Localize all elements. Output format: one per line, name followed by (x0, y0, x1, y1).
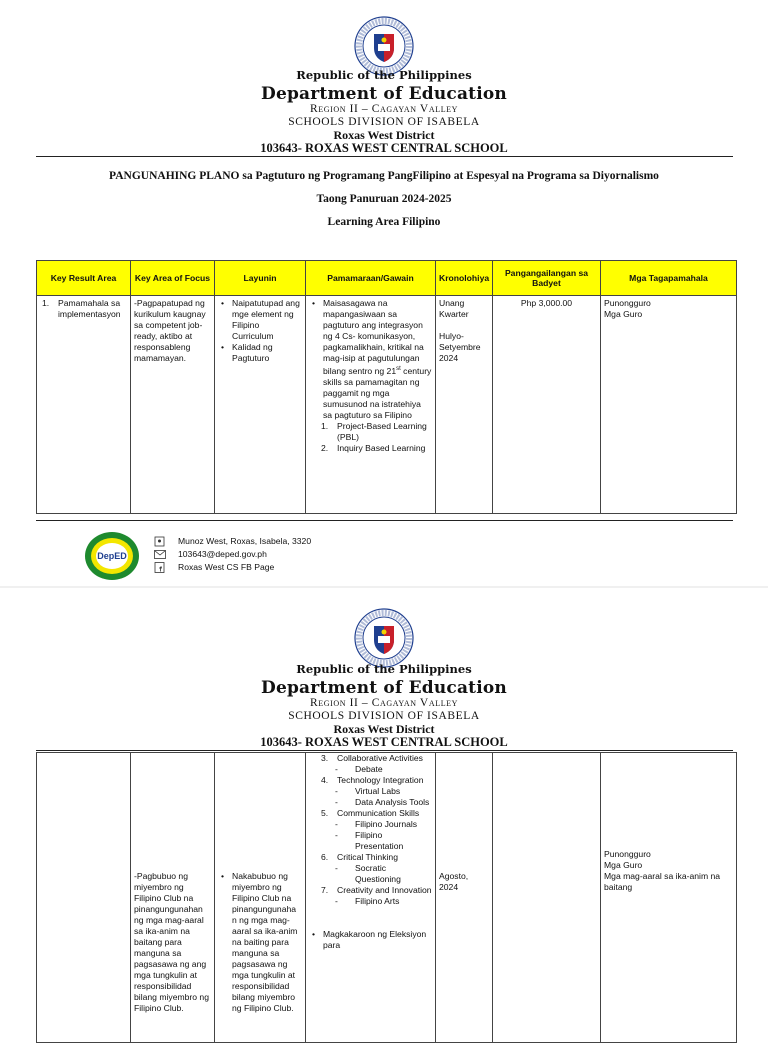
footer-contact (154, 535, 311, 574)
cell-kaf: -Pagpapatupad ng kurikulum kaugnay sa competent job-ready, aktibo at responsableng mamamayan. (131, 296, 215, 514)
cell-taga (601, 296, 737, 514)
logo-text: DepED (97, 551, 127, 561)
gawain-sup: st (396, 366, 401, 372)
cell-kra (37, 296, 131, 514)
fb-text[interactable]: Roxas West CS FB Page (178, 562, 275, 572)
layunin-item: • Naipatutupad ang mge element ng Filipino Curriculum (218, 298, 302, 342)
address-text: Munoz West, Roxas, Isabela, 3320 (178, 536, 312, 546)
footer-rule (36, 520, 733, 521)
school-line: 103643- ROXAS WEST CENTRAL SCHOOL (260, 141, 508, 155)
layunin-item: • Nakabubuo ng miyembro ng Filipino Club na pinangungunaha n ng mga mag-aaral sa ika-anim na baiting para manguna sa pagsasawa ng mga tungkulin at responsibilidad bilang miyembro ng Filipino Club. (218, 871, 302, 1014)
gawain-sub-item: - Socratic Questioning (335, 863, 432, 885)
gawain-item-number: 1. (321, 420, 329, 431)
page-2 (0, 588, 768, 1024)
layunin-item: • Kalidad ng Pagtuturo (218, 342, 302, 364)
gawain-item-text: Communication Skills (337, 808, 420, 818)
email-text[interactable]: 103643@deped.gov.ph (178, 549, 267, 559)
gawain-sub-item: - Filipino Presentation (335, 830, 432, 852)
taga-item: Punongguro (604, 298, 651, 308)
table-row (37, 753, 737, 1043)
gawain-item-number: 6. (321, 852, 329, 862)
header-rule (36, 156, 733, 157)
gawain-item-text: Project-Based Learning (PBL) (337, 420, 427, 442)
division-line: SCHOOLS DIVISION OF ISABELA (288, 710, 480, 722)
col-header-kra: Key Result Area (37, 261, 131, 296)
cell-gawain (306, 296, 436, 514)
department-line: Department of Education (261, 84, 507, 104)
republic-line: Republic of the Philippines (296, 662, 472, 676)
cell-krono (436, 296, 493, 514)
krono-months: Hulyo-Setyembre 2024 (439, 331, 481, 363)
gawain-list-item (319, 852, 432, 863)
gawain-item-number: 7. (321, 885, 329, 895)
taga-item: Mga Guro (604, 309, 643, 319)
gawain-sub-item: - Virtual Labs (335, 786, 432, 797)
division-line: SCHOOLS DIVISION OF ISABELA (288, 116, 480, 128)
col-header-gawain: Pamamaraan/Gawain (306, 261, 436, 296)
deped-seal-icon (354, 608, 414, 668)
taga-item: Mga Guro (604, 860, 643, 870)
gawain-item-text: Creativity and Innovation (337, 885, 432, 895)
col-header-kaf: Key Area of Focus (131, 261, 215, 296)
plan-title: PANGUNAHING PLANO sa Pagtuturo ng Programang PangFilipino at Espesyal na Programa sa Diyornalismo (109, 170, 659, 182)
gawain-item-text: Collaborative Activities (337, 753, 423, 763)
kra-number: 1. (42, 298, 50, 308)
plan-table (36, 260, 737, 514)
gawain-item-text: Inquiry Based Learning (337, 442, 426, 453)
email-icon (154, 549, 166, 560)
col-header-badyet: Pangangailangan sa Badyet (493, 261, 601, 296)
district-line: Roxas West District (333, 128, 435, 142)
gawain-item-number: 5. (321, 808, 329, 818)
cell-krono: Agosto, 2024 (436, 753, 493, 1043)
gawain-list-item (319, 885, 432, 896)
gawain-item-number: 4. (321, 775, 329, 785)
department-line: Department of Education (261, 678, 507, 698)
school-year: Taong Panuruan 2024-2025 (316, 193, 452, 205)
gawain-list-item (319, 808, 432, 819)
cell-layunin (215, 753, 306, 1043)
gawain-list-item (319, 421, 432, 443)
gawain-list-item (319, 443, 432, 454)
republic-line: Republic of the Philippines (296, 68, 472, 82)
deped-seal-icon (354, 16, 414, 76)
gawain-bullet: • Magkakaroon ng Eleksiyon para (309, 929, 432, 951)
col-header-krono: Kronolohiya (436, 261, 493, 296)
deped-logo-icon (84, 531, 140, 581)
region-line: Region II – Cagayan Valley (309, 697, 459, 709)
taga-item: Punongguro (604, 849, 651, 859)
location-icon (154, 536, 166, 547)
gawain-intro-b: century skills sa pamamagitan ng paggamit ng mga sumusunod na istratehiya sa pagtuturo sa Filipino (323, 365, 432, 420)
gawain-sub-item: - Filipino Arts (335, 896, 432, 907)
cell-gawain (306, 753, 436, 1043)
region-line: Region II – Cagayan Valley (309, 103, 459, 115)
table-header-row (37, 261, 737, 296)
gawain-sub-item: - Debate (335, 764, 432, 775)
cell-kra (37, 753, 131, 1043)
col-header-layunin: Layunin (215, 261, 306, 296)
gawain-item-text: Critical Thinking (337, 852, 398, 862)
district-line: Roxas West District (333, 722, 435, 736)
gawain-sub-item: - Filipino Journals (335, 819, 432, 830)
kra-text: Pamamahala sa implementasyon (58, 298, 121, 319)
header-rule (36, 750, 733, 751)
learning-area: Learning Area Filipino (327, 216, 441, 228)
cell-badyet (493, 753, 601, 1043)
gawain-item-text: Technology Integration (337, 775, 424, 785)
gawain-intro-a: Maisasagawa na mapangasiwaan sa pagtuturo ang integrasyon ng 4 Cs- komunikasyon, pagkamalikhain, kritikal na mag-isip at pagutulungan bilang sentro ng 21 (323, 298, 424, 376)
gawain-list-item (319, 775, 432, 786)
address-row (154, 535, 311, 548)
gawain-item-number: 3. (321, 753, 329, 763)
gawain-intro (309, 298, 432, 421)
fb-row (154, 561, 311, 574)
gawain-list-item (319, 753, 432, 764)
col-header-taga: Mga Tagapamahala (601, 261, 737, 296)
krono-quarter: Unang Kwarter (439, 298, 469, 319)
gawain-sub-item: - Data Analysis Tools (335, 797, 432, 808)
cell-badyet: Php 3,000.00 (493, 296, 601, 514)
taga-item: Mga mag-aaral sa ika-anim na baitang (604, 871, 721, 892)
gawain-item-number: 2. (321, 442, 329, 453)
plan-table-continued (36, 752, 737, 1043)
school-line: 103643- ROXAS WEST CENTRAL SCHOOL (260, 735, 508, 749)
cell-layunin (215, 296, 306, 514)
email-row (154, 548, 311, 561)
table-row (37, 296, 737, 514)
facebook-icon (154, 562, 166, 573)
cell-kaf: -Pagbubuo ng miyembro ng Filipino Club na pinangungunahan ng mga mag-aaral sa ika-anim na baitang para manguna sa pagsasawa ng ang mga tungkulin at responsibilidad bilang miyembro ng Filipino Club. (131, 753, 215, 1043)
cell-taga (601, 753, 737, 1043)
